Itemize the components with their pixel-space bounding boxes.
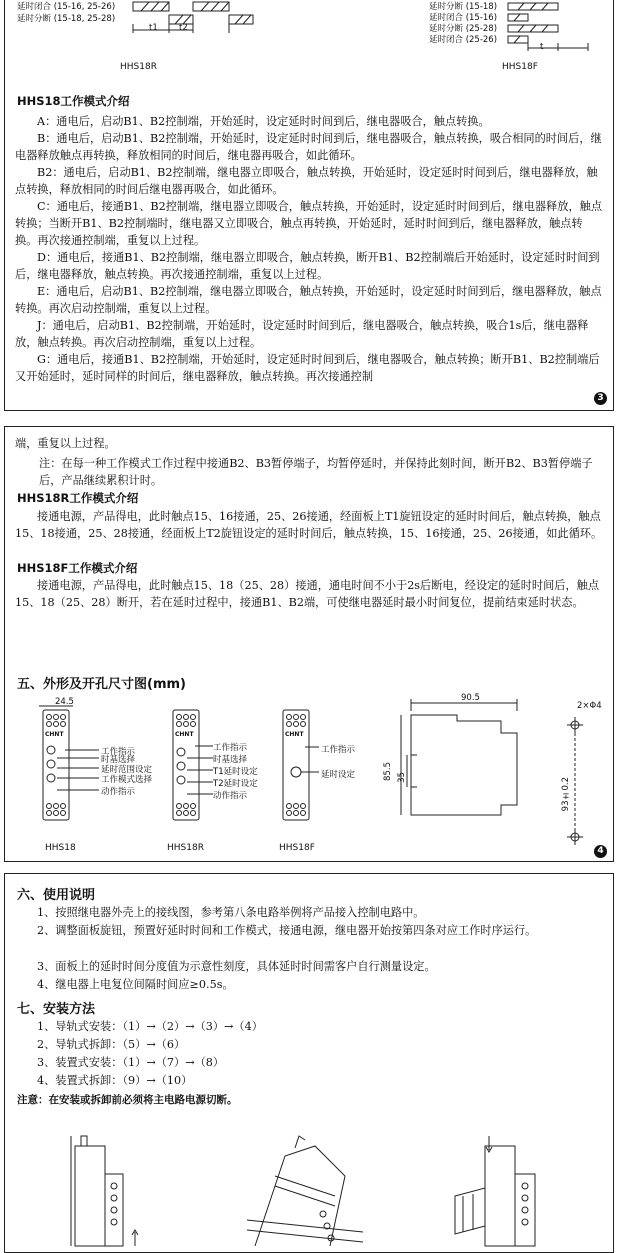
- depth-dim: 90.5: [461, 693, 480, 703]
- timing-row-label: 延时闭合 (25-26): [429, 35, 498, 45]
- hhs18-label: 延时范围设定: [101, 765, 153, 775]
- hhs18-caption: HHS18: [45, 843, 76, 853]
- rail-dim: 35: [397, 772, 407, 783]
- usage-item: 1、按照继电器外壳上的接线图，参考第八条电路举例将产品接入控制电路中。: [37, 906, 425, 919]
- brand-logo: CHNT: [45, 731, 64, 738]
- install-warning: 注意：在安装或拆卸前必须将主电路电源切断。: [17, 1094, 238, 1106]
- mode-j-text: J：通电后，启动B1、B2控制端，开始延时，设定延时时间到后，继电器吸合，触点转换，吸合1s后，继电器释放，触点转换。再次启动控制端，重复以上过程。: [15, 319, 589, 349]
- pitch-dim: 93±0.2: [561, 777, 571, 812]
- mode-a-text: A：通电后，启动B1、B2控制端，开始延时，设定延时时间到后，继电器吸合，触点转换。: [37, 115, 490, 128]
- hhs18r-label: 工作指示: [213, 743, 248, 753]
- hhs18r-caption: HHS18R: [167, 843, 204, 853]
- mode-d-text: D：通电后，接通B1、B2控制端，继电器立即吸合，触点转换，断开B1、B2控制端后开始延时，设定延时时间到后，继电器释放，触点转换。再次接通控制端，重复以上过程。: [15, 251, 600, 281]
- hhs18f-device-drawing: [283, 710, 363, 820]
- install-item: 1、导轨式安装：（1）→（2）→（3）→（4）: [37, 1020, 263, 1033]
- page-4-panel: [4, 426, 614, 862]
- usage-item: 2、调整面板旋钮，预置好延时时间和工作模式，接通电源，继电器开始按第四条对应工作时序运行。: [37, 924, 537, 937]
- hhs18f-heading: HHS18F工作模式介绍: [17, 561, 138, 575]
- mode-c-text: C：通电后，接通B1、B2控制端，继电器立即吸合，触点转换，开始延时，设定延时时间到后，继电器释放，触点转换；当断开B1、B2控制端时，继电器又立即吸合，触点再转换，开始延时，延时时间到后，继电器释放，触点转换。再次接通控制端，重复以上过程。: [15, 200, 603, 247]
- pause-note: 注：在每一种工作模式工作过程中接通B2、B3暂停端子，均暂停延时，并保持此刻时间，断开B2、B3暂停端子后，产品继续累积计时。: [39, 457, 593, 487]
- hhs18f-caption: HHS18F: [502, 62, 538, 72]
- timing-row-label: 延时分断 (15-18): [429, 2, 498, 12]
- timing-row-label: 延时分断 (25-28): [429, 24, 498, 34]
- timing-row-label: 延时闭合 (15-16): [429, 13, 498, 23]
- mode-e-text: E：通电后，启动B1、B2控制端，继电器立即吸合，触点转换，开始延时，设定延时时间到后，继电器释放，触点转换。再次启动控制端，重复以上过程。: [15, 285, 602, 315]
- hhs18-label: 动作指示: [101, 787, 136, 797]
- hhs18r-caption: HHS18R: [120, 62, 157, 72]
- usage-heading: 六、使用说明: [17, 888, 96, 903]
- install-heading: 七、安装方法: [17, 1002, 96, 1017]
- page-3-panel: [4, 0, 614, 411]
- install-item: 4、装置式拆卸：（9）→（10）: [37, 1074, 193, 1087]
- hhs18-width-dim: 24.5: [55, 697, 74, 707]
- install-item: 2、导轨式拆卸：（5）→（6）: [37, 1038, 186, 1051]
- hhs18r-label: 时基选择: [213, 755, 248, 765]
- hhs18-label: 工作模式选择: [101, 775, 153, 785]
- timing-row-label: 延时分断 (15-18, 25-28): [17, 14, 116, 24]
- brand-logo: CHNT: [285, 731, 304, 738]
- hhs18f-label: 延时设定: [321, 770, 356, 780]
- brand-logo: CHNT: [175, 731, 194, 738]
- height-dim: 85.5: [383, 762, 393, 781]
- usage-item: 3、面板上的延时时间分度值为示意性刻度，具体延时时间需客户自行测量设定。: [37, 960, 436, 973]
- install-item: 3、装置式安装：（1）→（7）→（8）: [37, 1056, 225, 1069]
- mode-g-text: G：通电后，接通B1、B2控制端，开始延时，设定延时时间到后，继电器吸合，触点转换；断开B1、B2控制端后又开始延时，延时同样的时间后，继电器释放，触点转换。再次接通控制: [15, 353, 600, 383]
- side-view-drawing: [397, 697, 537, 837]
- timing-t2-label: t2: [179, 23, 188, 33]
- hhs18-label: 时基选择: [101, 755, 136, 765]
- hhs18f-label: 工作指示: [321, 745, 356, 755]
- install-step-1-drawing: [65, 1136, 155, 1246]
- hhs18r-text: 接通电源，产品得电，此时触点15、16接通，25、26接通，经面板上T1旋钮设定的延时时间后，触点转换，触点15、18接通，25、28接通，经面板上T2旋钮设定的延时时间后，触点转换，15、16接通，25、26接通，如此循环。: [15, 510, 603, 540]
- page-number-badge: 4: [594, 845, 607, 858]
- dimension-heading: 五、外形及开孔尺寸图(mm): [17, 677, 186, 692]
- timing-row-label: 延时闭合 (15-16, 25-26): [17, 2, 116, 12]
- hhs18r-label: 动作指示: [213, 791, 248, 801]
- hhs18f-timing-waveform: [508, 0, 618, 54]
- install-step-2-drawing: [245, 1136, 365, 1246]
- hhs18f-text: 接通电源，产品得电，此时触点15、18（25、28）接通，通电时间不小于2s后断电，经设定的延时时间后，触点15、18（25、28）断开，若在延时过程中，接通B1、B2端，可使继电器延时最小时间复位，提前结束延时状态。: [15, 579, 600, 609]
- mode-b2-text: B2：通电后，启动B1、B2控制端，继电器立即吸合，触点转换，开始延时，设定延时时间到后，继电器释放，触点转换，释放相同的时间后继电器再吸合，如此循环。: [15, 166, 598, 196]
- usage-item: 4、继电器上电复位间隔时间应≥0.5s。: [37, 978, 234, 991]
- hhs18r-label: T2延时设定: [213, 779, 258, 789]
- page-5-panel: [4, 873, 614, 1253]
- page-number-badge: 3: [594, 392, 607, 405]
- hhs18-heading: HHS18工作模式介绍: [17, 94, 130, 108]
- mode-b-text: B：通电后，启动B1、B2控制端，开始延时，设定延时时间到后，继电器吸合，触点转换，吸合相同的时间后，继电器释放触点再转换，释放相同的时间后，继电器再吸合，如此循环。: [15, 132, 602, 162]
- hole-dim: 2×Φ4: [577, 701, 602, 711]
- hhs18-label: 工作指示: [101, 747, 136, 757]
- hhs18f-caption: HHS18F: [279, 843, 315, 853]
- timing-t-label: t: [540, 42, 544, 52]
- mode-g-continued: 端，重复以上过程。: [15, 437, 116, 450]
- hhs18r-label: T1延时设定: [213, 767, 258, 777]
- hhs18r-heading: HHS18R工作模式介绍: [17, 491, 139, 505]
- timing-t1-label: t1: [149, 23, 158, 33]
- install-step-3-drawing: [445, 1136, 565, 1246]
